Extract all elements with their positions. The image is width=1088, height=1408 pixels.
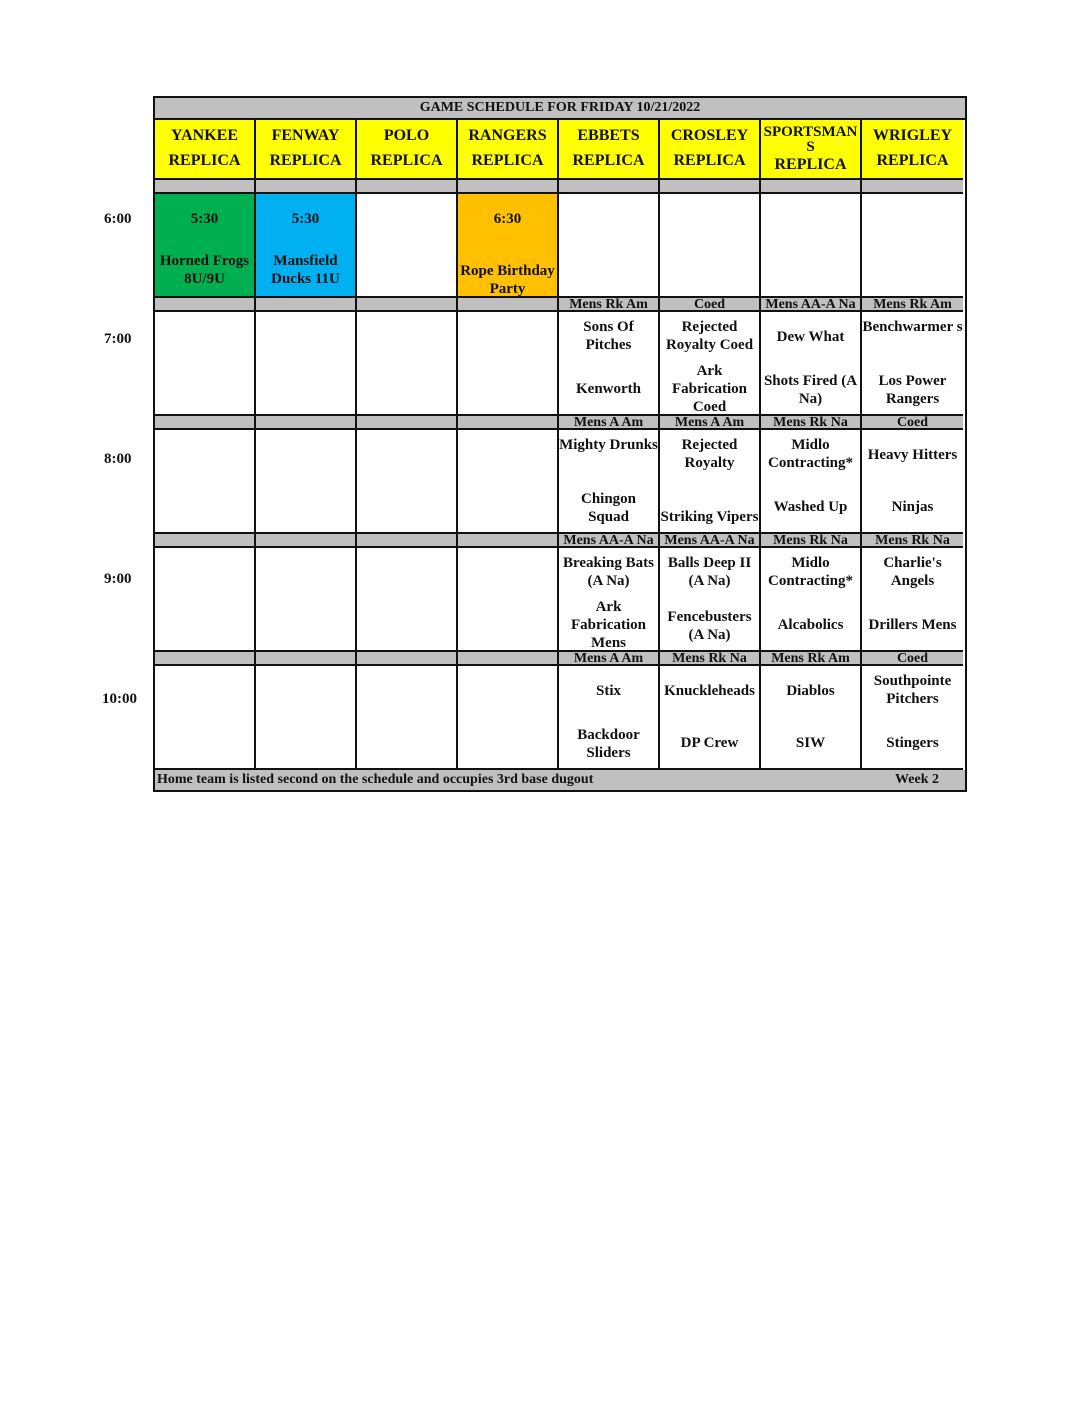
home-team: Striking Vipers [660, 509, 759, 525]
home-team: Stingers [886, 735, 939, 751]
division-row-3 [155, 416, 965, 430]
field-header-fenway: FENWAY REPLICA [256, 120, 357, 180]
game-cell [660, 548, 761, 652]
game-cell [761, 548, 862, 652]
away-team: Charlie's Angels [883, 555, 942, 589]
division-label: Mens Rk Am [761, 652, 862, 666]
division-label: Mens Rk Am [862, 298, 963, 312]
time-slot-9 [155, 548, 965, 652]
home-team: DP Crew [680, 735, 739, 751]
away-team: Balls Deep II (A Na) [667, 555, 752, 589]
division-label: Mens A Am [559, 416, 660, 430]
time-label-10: 10:00 [102, 691, 137, 707]
away-team: Midlo Contracting* [768, 555, 853, 589]
game-cell [660, 430, 761, 534]
game-cell [660, 312, 761, 416]
game-cell [761, 312, 862, 416]
empty-cell [660, 194, 761, 298]
field-header-crosley: CROSLEY REPLICA [660, 120, 761, 180]
away-team: Benchwarmer s [862, 319, 963, 335]
game-cell [559, 666, 660, 770]
game-cell [862, 312, 963, 416]
time-slot-7 [155, 312, 965, 416]
field-header-sportsmans: SPORTSMAN S REPLICA [761, 120, 862, 180]
division-row-1 [155, 180, 965, 194]
home-team: Washed Up [773, 499, 848, 515]
division-label: Mens A Am [660, 416, 761, 430]
schedule-title: GAME SCHEDULE FOR FRIDAY 10/21/2022 [155, 98, 965, 120]
team-name: Rope Birthday Party [460, 263, 555, 297]
field-header-yankee: YANKEE REPLICA [155, 120, 256, 180]
schedule-footer [155, 770, 965, 792]
game-cell [256, 194, 357, 298]
division-label: Mens Rk Na [761, 416, 862, 430]
away-team: Rejected Royalty Coed [665, 319, 754, 353]
schedule-table [153, 96, 967, 792]
home-team: SIW [795, 735, 826, 751]
field-header-polo: POLO REPLICA [357, 120, 458, 180]
away-team: Sons Of Pitches [583, 319, 634, 353]
game-cell [660, 666, 761, 770]
field-header-row [155, 120, 965, 180]
division-label: Mens A Am [559, 652, 660, 666]
home-team: Backdoor Sliders [577, 727, 640, 761]
away-team: Southpointe Pitchers [873, 673, 952, 707]
game-time: 5:30 [291, 211, 320, 227]
game-cell [155, 194, 256, 298]
time-slot-8 [155, 430, 965, 534]
division-label: Coed [660, 298, 761, 312]
game-cell [559, 548, 660, 652]
empty-cell [761, 194, 862, 298]
division-label: Mens Rk Na [862, 534, 963, 548]
time-slot-10 [155, 666, 965, 770]
away-team: Knuckleheads [664, 683, 755, 699]
time-slot-6 [155, 194, 965, 298]
away-team: Mighty Drunks [559, 437, 658, 453]
home-team: Ninjas [891, 499, 934, 515]
game-cell [862, 430, 963, 534]
away-team: Midlo Contracting* [768, 437, 853, 471]
division-label: Coed [862, 652, 963, 666]
division-label: Coed [862, 416, 963, 430]
away-team: Breaking Bats (A Na) [563, 555, 654, 589]
away-team: Rejected Royalty [681, 437, 738, 471]
home-team: Fencebusters (A Na) [667, 609, 752, 643]
home-team: Shots Fired (A Na) [763, 373, 858, 407]
time-label-9: 9:00 [104, 571, 132, 587]
game-cell [862, 666, 963, 770]
team-name: Horned Frogs 8U/9U [159, 253, 250, 287]
game-cell [559, 430, 660, 534]
game-cell [761, 430, 862, 534]
division-row-4 [155, 534, 965, 548]
away-team: Stix [595, 683, 621, 699]
game-time: 6:30 [493, 211, 522, 227]
division-row-2 [155, 298, 965, 312]
away-team: Dew What [776, 329, 845, 345]
week-label: Week 2 [895, 772, 939, 787]
home-team-note: Home team is listed second on the schedule and occupies 3rd base dugout [157, 772, 594, 787]
game-cell [458, 194, 559, 298]
division-label: Mens AA-A Na [660, 534, 761, 548]
field-header-rangers: RANGERS REPLICA [458, 120, 559, 180]
empty-cell [559, 194, 660, 298]
home-team: Ark Fabrication Mens [571, 599, 646, 651]
home-team: Alcabolics [777, 617, 844, 633]
time-label-8: 8:00 [104, 451, 132, 467]
division-label: Mens Rk Na [761, 534, 862, 548]
time-label-6: 6:00 [104, 211, 132, 227]
game-cell [559, 312, 660, 416]
home-team: Ark Fabrication Coed [672, 363, 747, 415]
division-label: Mens AA-A Na [761, 298, 862, 312]
home-team: Kenworth [576, 381, 641, 397]
away-team: Heavy Hitters [867, 447, 958, 463]
home-team: Chingon Squad [580, 491, 637, 525]
empty-cell [862, 194, 963, 298]
field-header-wrigley: WRIGLEY REPLICA [862, 120, 963, 180]
team-name: Mansfield Ducks 11U [271, 253, 340, 287]
game-cell [761, 666, 862, 770]
division-label: Mens Rk Na [660, 652, 761, 666]
game-cell [862, 548, 963, 652]
division-label: Mens AA-A Na [559, 534, 660, 548]
game-time: 5:30 [190, 211, 219, 227]
field-header-ebbets: EBBETS REPLICA [559, 120, 660, 180]
empty-cell [357, 194, 458, 298]
time-label-7: 7:00 [104, 331, 132, 347]
division-row-5 [155, 652, 965, 666]
home-team: Los Power Rangers [878, 373, 947, 407]
away-team: Diablos [786, 683, 835, 699]
home-team: Drillers Mens [868, 617, 957, 633]
division-label: Mens Rk Am [559, 298, 660, 312]
